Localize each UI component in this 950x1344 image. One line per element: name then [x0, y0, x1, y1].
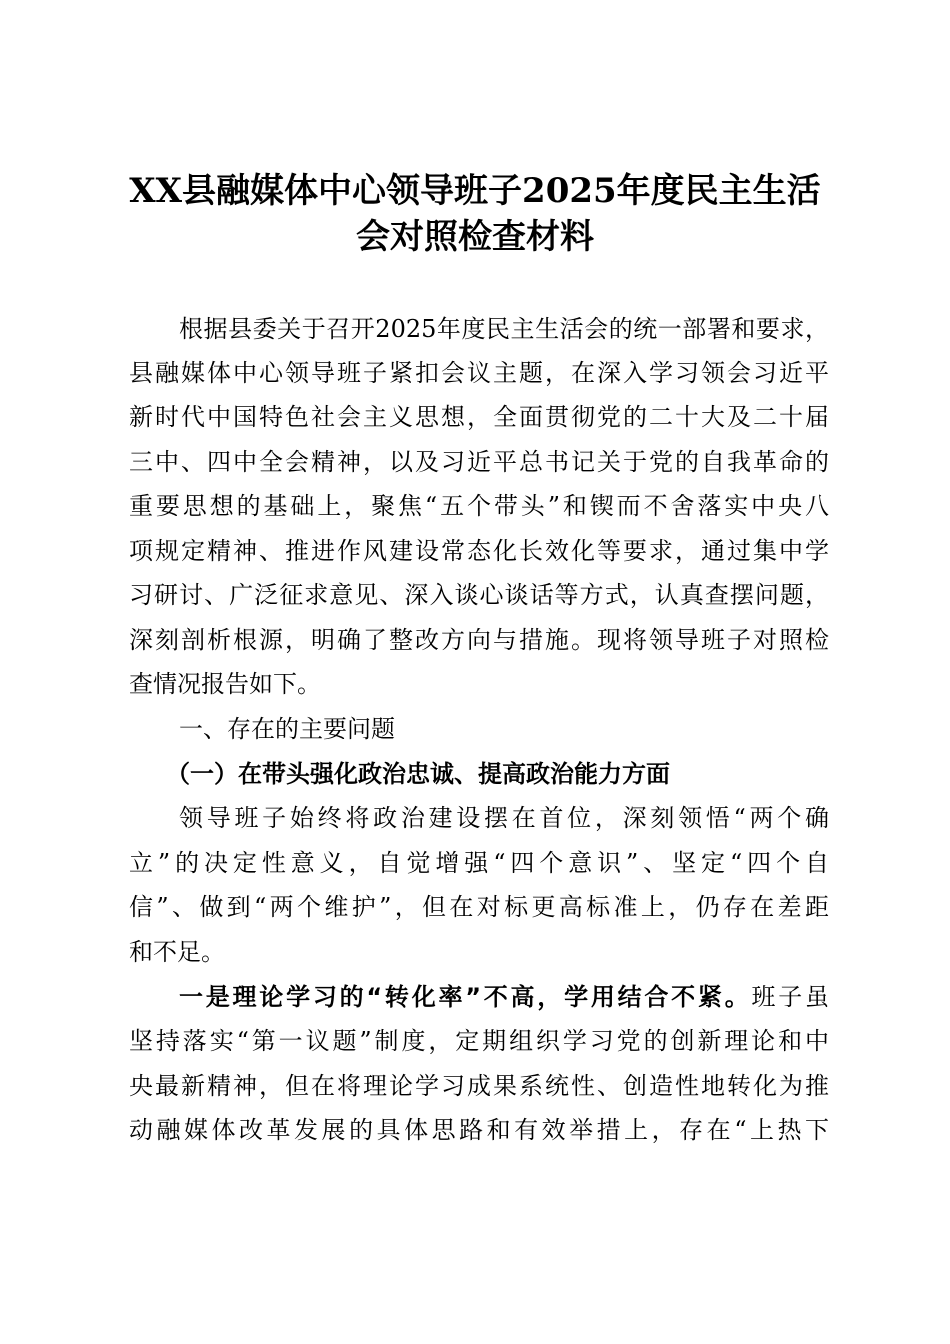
intro-line-5: 重要思想的基础上，聚焦“五个带头”和锲而不舍落实中央八 — [129, 492, 829, 520]
para2-line-4: 和不足。 — [129, 938, 225, 966]
subsection-heading-political: （一）在带头强化政治忠诚、提高政治能力方面 — [166, 760, 670, 788]
para2-line-3: 信”、做到“两个维护”，但在对标更高标准上，仍存在差距 — [129, 893, 829, 921]
intro-line-6: 项规定精神、推进作风建设常态化长效化等要求，通过集中学 — [129, 537, 829, 565]
intro-line-4: 三中、四中全会精神，以及习近平总书记关于党的自我革命的 — [129, 448, 829, 476]
intro-line-7: 习研讨、广泛征求意见、深入谈心谈话等方式，认真查摆问题， — [129, 581, 829, 609]
document-title-line-2: 会对照检查材料 — [356, 217, 594, 257]
para3-line-2: 坚持落实“第一议题”制度，定期组织学习党的创新理论和中 — [129, 1027, 829, 1055]
section-heading-problems: 一、存在的主要问题 — [179, 715, 395, 743]
document-title-line-1: XX县融媒体中心领导班子2025年度民主生活 — [129, 171, 821, 211]
para2-line-2: 立”的决定性意义，自觉增强“四个意识”、坚定“四个自 — [129, 849, 829, 877]
intro-line-9: 查情况报告如下。 — [129, 670, 321, 698]
intro-line-2: 县融媒体中心领导班子紧扣会议主题，在深入学习领会习近平 — [129, 359, 829, 387]
para2-line-1: 领导班子始终将政治建设摆在首位，深刻领悟“两个确 — [179, 804, 829, 832]
para3-bold-lead: 一是理论学习的“转化率”不高，学用结合不紧。 — [179, 983, 752, 1011]
intro-line-8: 深刻剖析根源，明确了整改方向与措施。现将领导班子对照检 — [129, 626, 829, 654]
para3-line-1 — [179, 982, 829, 1012]
intro-line-3: 新时代中国特色社会主义思想，全面贯彻党的二十大及二十届 — [129, 403, 829, 431]
intro-line-1: 根据县委关于召开2025年度民主生活会的统一部署和要求， — [179, 315, 829, 343]
para3-line-4: 动融媒体改革发展的具体思路和有效举措上，存在“上热下 — [129, 1116, 829, 1144]
para3-line-3: 央最新精神，但在将理论学习成果系统性、创造性地转化为推 — [129, 1072, 829, 1100]
para3-first-rest: 班子虽 — [751, 983, 829, 1011]
